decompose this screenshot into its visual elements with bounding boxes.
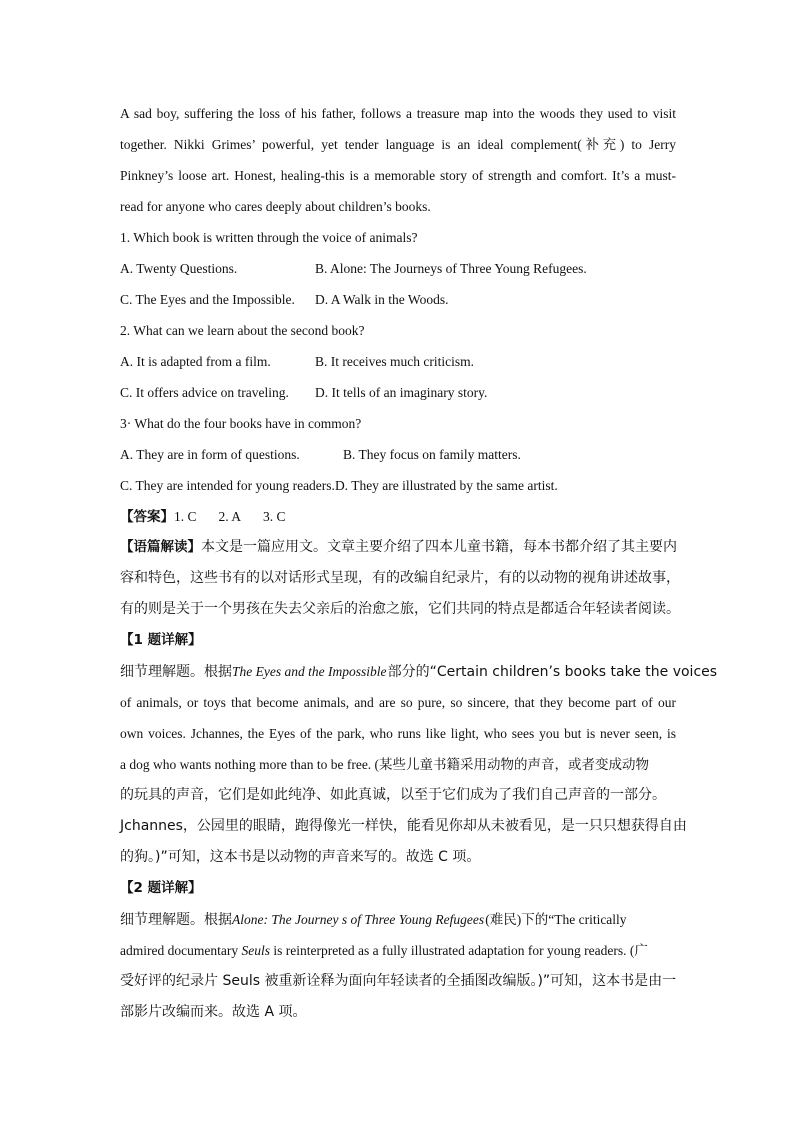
option-b: B. They focus on family matters. — [343, 447, 521, 462]
interpretation-text: 有的则是关于一个男孩在失去父亲后的治愈之旅，它们共同的特点是都适合年轻读者阅读。 — [120, 601, 680, 617]
option-b: B. It receives much criticism. — [315, 354, 474, 369]
detail-line: Jchannes，公园里的眼睛，跑得像光一样快，能看见你却从未被看见，是一只只想获得自由 — [120, 818, 687, 834]
detail-line: own voices. Jchannes, the Eyes of the park, who runs like light, who sees you but is never seen, is — [120, 726, 676, 741]
detail-intro-tail: 部分的“Certain children’s books take the voices — [387, 664, 718, 680]
detail-1 — [120, 625, 718, 873]
detail-line: 的狗。)”可知，这本书是以动物的声音来写的。故选 C 项。 — [120, 849, 481, 865]
detail-intro: 细节理解题。根据 — [120, 664, 232, 680]
option-row — [120, 253, 676, 284]
option-row — [120, 346, 676, 377]
option-d: D. They are illustrated by the same artist. — [334, 478, 558, 493]
question-1 — [120, 222, 676, 315]
answer-label: 【答案】 — [120, 509, 174, 525]
option-d: D. It tells of an imaginary story. — [315, 385, 488, 400]
option-row — [120, 377, 676, 408]
interpretation-label: 【语篇解读】 — [120, 539, 201, 555]
option-c: C. It offers advice on traveling. — [120, 385, 289, 400]
passage-line: together. Nikki Grimes’ powerful, yet tender language is an ideal complement(补充) to Jerry — [120, 137, 676, 152]
answer-item: 2. A — [218, 509, 242, 524]
detail-line: a dog who wants nothing more than to be free. (某些儿童书籍采用动物的声音，或者变成动物 — [120, 757, 650, 772]
passage-line: A sad boy, suffering the loss of his father, follows a treasure map into the woods they used to visit — [120, 106, 676, 121]
detail-line: 受好评的纪录片 Seuls 被重新诠释为面向年轻读者的全插图改编版。)”可知，这本书是由一 — [120, 973, 677, 989]
detail-line-pre: admired documentary — [120, 943, 239, 958]
question-stem: 3· What do the four books have in common? — [120, 416, 362, 431]
answer-item: 1. C — [174, 509, 197, 524]
option-c: C. They are intended for young readers. — [120, 478, 335, 493]
detail-intro: 细节理解题。根据 — [120, 912, 232, 928]
passage-line: read for anyone who cares deeply about children’s books. — [120, 199, 431, 214]
interpretation — [120, 532, 680, 625]
detail-label: 【1 题详解】 — [120, 632, 202, 648]
option-a: A. It is adapted from a film. — [120, 354, 271, 369]
detail-line: 的玩具的声音，它们是如此纯净、如此真诚，以至于它们成为了我们自己声音的一部分。 — [120, 787, 666, 803]
passage — [120, 98, 676, 222]
documentary-title: Seuls — [241, 943, 270, 958]
option-b: B. Alone: The Journeys of Three Young Refugees. — [315, 261, 587, 276]
question-3 — [120, 408, 676, 501]
interpretation-text: 容和特色，这些书有的以对话形式呈现，有的改编自纪录片，有的以动物的视角讲述故事， — [120, 570, 680, 586]
detail-line-post: is reinterpreted as a fully illustrated adaptation for young readers. (广 — [273, 943, 648, 958]
option-a: A. They are in form of questions. — [120, 447, 300, 462]
option-a: A. Twenty Questions. — [120, 261, 238, 276]
interpretation-text: 本文是一篇应用文。文章主要介绍了四本儿童书籍，每本书都介绍了其主要内 — [201, 539, 677, 555]
option-row — [120, 284, 676, 315]
passage-line: Pinkney’s loose art. Honest, healing-this is a memorable story of strength and comfort. It’s a must- — [120, 168, 676, 183]
document-page — [120, 98, 718, 1028]
question-2 — [120, 315, 676, 408]
detail-line: of animals, or toys that become animals, and are so pure, so sincere, that they become part of our — [120, 695, 676, 710]
book-title: The Eyes and the Impossible — [232, 664, 387, 679]
detail-intro-tail: (难民)下的“The critically — [485, 912, 627, 927]
answer-item: 3. C — [263, 509, 286, 524]
book-title: Alone: The Journey s of Three Young Refugees — [232, 912, 485, 927]
option-row — [120, 439, 676, 470]
option-c: C. The Eyes and the Impossible. — [120, 292, 295, 307]
option-row — [120, 470, 676, 501]
question-stem: 1. Which book is written through the voice of animals? — [120, 230, 418, 245]
question-stem: 2. What can we learn about the second book? — [120, 323, 365, 338]
detail-2 — [120, 873, 676, 1028]
detail-line: 部影片改编而来。故选 A 项。 — [120, 1004, 307, 1020]
detail-label: 【2 题详解】 — [120, 880, 202, 896]
option-d: D. A Walk in the Woods. — [315, 292, 449, 307]
answer-line — [120, 501, 676, 532]
